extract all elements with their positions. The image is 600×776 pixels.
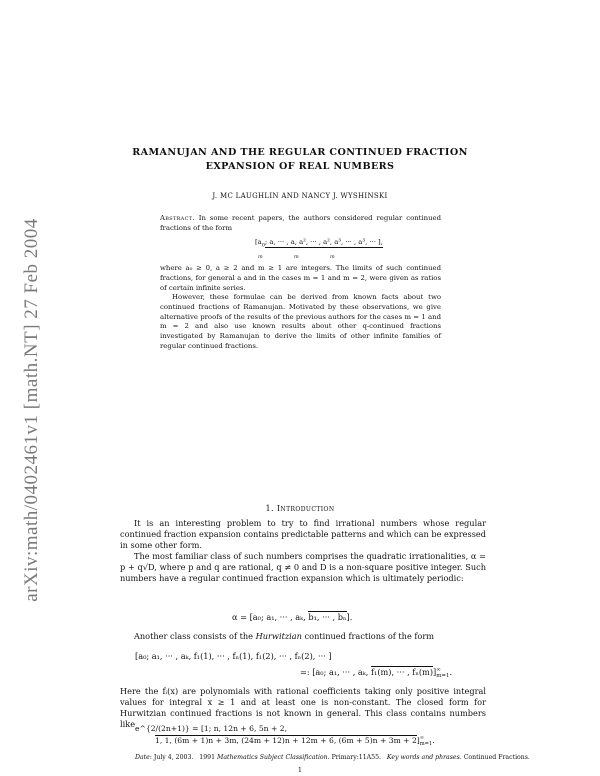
abstract-formula: [$a_0$; a, ··· , a, a², ··· , a², a³, ··· , a³, ··· ], m m m: [255, 238, 383, 260]
date-value: : July 4, 2003.: [149, 754, 194, 761]
eq2-right: ]: [433, 667, 437, 677]
footnote-date: [135, 754, 530, 763]
equation-periodic: [232, 612, 352, 622]
abstract-label: Abstract.: [160, 214, 195, 222]
p3-post: continued fractions of the form: [301, 631, 435, 641]
eq2-period: f₁(m), ··· , fₙ(m): [371, 667, 434, 677]
brace-label-m-3: m: [330, 254, 335, 260]
paper-title: [110, 146, 490, 174]
page-number: 1: [297, 766, 303, 774]
intro-paragraph-1: It is an interesting problem to try to find irrational numbers whose regular continued fraction expansion contains predictable patterns and which can be expressed in some other form.: [120, 518, 487, 550]
intro-paragraph-3: [120, 631, 486, 642]
equation-hurwitz-line-1: [a₀; a₁, ··· , aₖ, f₁(1), ··· , fₙ(1), f₁(2), ··· , fₙ(2), ··· ]: [135, 651, 332, 661]
intro-paragraph-4: Here the fᵢ(x) are polynomials with rational coefficients taking only positive integral values for integral x ≥ 1 and at least one is non-constant. The closed form for Hurwitzian continued fractions is not known in general. This class contains numbers like: [120, 686, 486, 729]
equation-hurwitz-line-2: =: [a₀; a₁, ··· , aₖ, f₁(m), ··· , fₙ(m)] ∞ m=1 .: [300, 667, 453, 679]
intro-paragraph-2: The most familiar class of such numbers comprises the quadratic irrationalities, α = p + q√D, where p and q are rational, q ≠ 0 and D is a non-square positive integer. Such numbers have a regular continued fraction expansion which is ultimately periodic:: [120, 551, 486, 583]
eq1-left: α = [a₀; a₁, ··· , aₖ,: [232, 612, 309, 622]
eq3-end: ]: [416, 736, 420, 745]
title-line-1: RAMANUJAN AND THE REGULAR CONTINUED FRACTION: [132, 147, 468, 158]
eq3-sup: ∞: [419, 735, 425, 742]
arxiv-stamp: [10, 150, 54, 670]
eq1-right: ].: [346, 612, 353, 622]
abstract-paragraph-1: [160, 214, 441, 234]
brace-label-m-1: m: [258, 254, 263, 260]
eq3-period: 1, 1, (6m + 1)n + 3m, (24m + 12)n + 12m + 6, (6m + 5)n + 3m + 2: [155, 736, 417, 745]
abstract-text-1: In some recent papers, the authors considered regular continued fractions of the form: [160, 214, 441, 232]
eq3-sub: m=1: [419, 741, 433, 747]
formula-body: ; a, ··· , a, a², ··· , a², a³, ··· , a³, ··· ],: [264, 238, 383, 246]
section-heading: 1. Introduction: [265, 504, 335, 513]
equation-e-line-1: e^{2/(2n+1)} = [1; n, 12n + 6, 5n + 2,: [135, 724, 287, 733]
formula-a0: [a: [255, 238, 262, 246]
keywords-value: Continued Fractions.: [463, 754, 530, 761]
abstract-paragraph-2: where a₀ ≥ 0, a ≥ 2 and m ≥ 1 are integers. The limits of such continued fractions, for general a and in the cases m = 1 and m = 2, were given as ratios of certain infinite series.: [160, 264, 441, 292]
arxiv-stamp-text: arXiv:math/0402461v1 [math.NT] 27 Feb 2004: [21, 218, 42, 602]
eq1-period: b₁, ··· , bₙ: [308, 612, 347, 622]
abstract-paragraph-3: However, these formulae can be derived from known facts about two continued fractions of Ramanujan. Motivated by these observations, we give alternative proofs of the results of the previous authors for the cases m = 1 and m = 2 and also use known results about other q-continued fractions investigated by Ramanujan to derive the limits of other infinite families of regular continued fractions.: [160, 293, 441, 350]
authors: J. MC LAUGHLIN AND NANCY J. WYSHINSKI: [212, 192, 388, 200]
keywords-label: Key words and phrases.: [386, 754, 462, 761]
msc-value: Primary:11A55.: [331, 754, 381, 761]
equation-e-line-2: [155, 736, 435, 748]
msc-year: 1991: [199, 754, 216, 761]
eq2-left: =: [a₀; a₁, ··· , aₖ,: [300, 667, 371, 677]
brace-label-m-2: m: [294, 254, 299, 260]
p3-emphasis: Hurwitzian: [255, 631, 302, 641]
eq3-dot: .: [432, 736, 435, 745]
date-label: Date: [135, 754, 150, 761]
msc-label: Mathematics Subject Classification.: [216, 754, 330, 761]
eq2-sup: ∞: [436, 667, 441, 673]
eq2-sub: m=1: [436, 673, 450, 679]
title-line-2: EXPANSION OF REAL NUMBERS: [205, 161, 395, 172]
p3-pre: Another class consists of the: [134, 631, 256, 641]
